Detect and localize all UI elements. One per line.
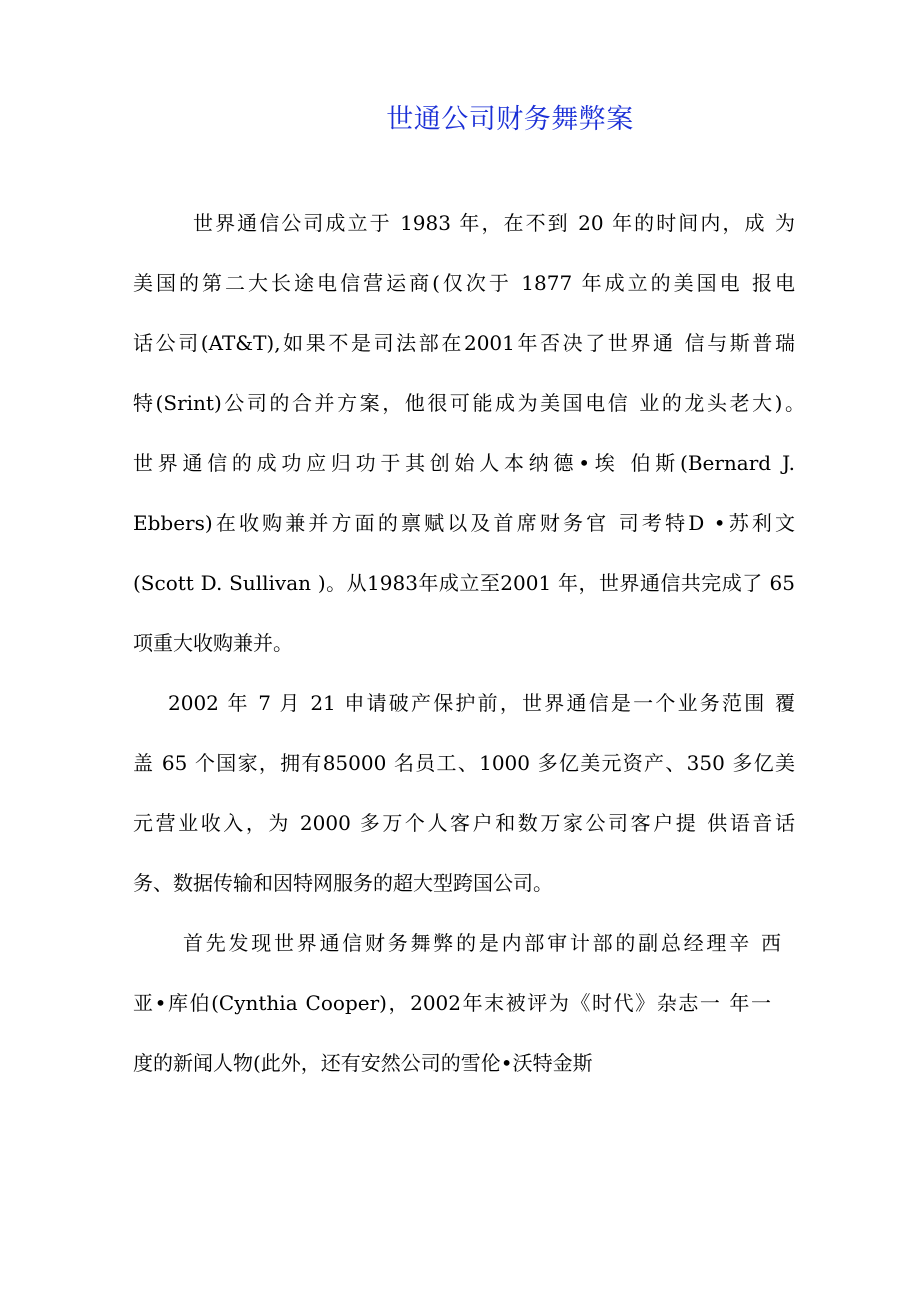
paragraph-2-line-4: 务、数据传输和因特网服务的超大型跨国公司。 [133, 871, 553, 895]
document-title: 世通公司财务舞弊案 [386, 104, 634, 135]
paragraph-1-line-5: 世界通信的成功应归功于其创始人本纳德•埃 伯斯(Bernard J. [133, 451, 795, 475]
paragraph-1-line-7: (Scott D. Sullivan )。从1983年成立至2001 年，世界通信共完成了 65 [133, 571, 795, 595]
paragraph-1-line-3: 话公司(AT&T),如果不是司法部在2001年否决了世界通 信与斯普瑞 [133, 331, 795, 355]
paragraph-1-line-4: 特(Srint)公司的合并方案，他很可能成为美国电信 业的龙头老大)。 [133, 391, 805, 415]
paragraph-1-line-2: 美国的第二大长途电信营运商(仅次于 1877 年成立的美国电 报电 [133, 271, 795, 295]
paragraph-3-line-3: 度的新闻人物(此外，还有安然公司的雪伦•沃特金斯 [133, 1051, 593, 1075]
paragraph-3-line-2: 亚•库伯(Cynthia Cooper)，2002年末被评为《时代》杂志一 年一 [133, 991, 771, 1015]
paragraph-2-line-1: 2002 年 7 月 21 申请破产保护前，世界通信是一个业务范围 覆 [168, 691, 795, 715]
paragraph-1-line-1: 世界通信公司成立于 1983 年，在不到 20 年的时间内，成 为 [193, 211, 795, 235]
paragraph-3-line-1: 首先发现世界通信财务舞弊的是内部审计部的副总经理辛 西 [183, 931, 781, 955]
paragraph-1-line-6: Ebbers)在收购兼并方面的禀赋以及首席财务官 司考特D •苏利文 [133, 511, 795, 535]
paragraph-2-line-3: 元营业收入，为 2000 多万个人客户和数万家公司客户提 供语音话 [133, 811, 795, 835]
paragraph-2-line-2: 盖 65 个国家，拥有85000 名员工、1000 多亿美元资产、350 多亿美 [133, 751, 795, 775]
paragraph-1-line-8: 项重大收购兼并。 [133, 631, 293, 655]
